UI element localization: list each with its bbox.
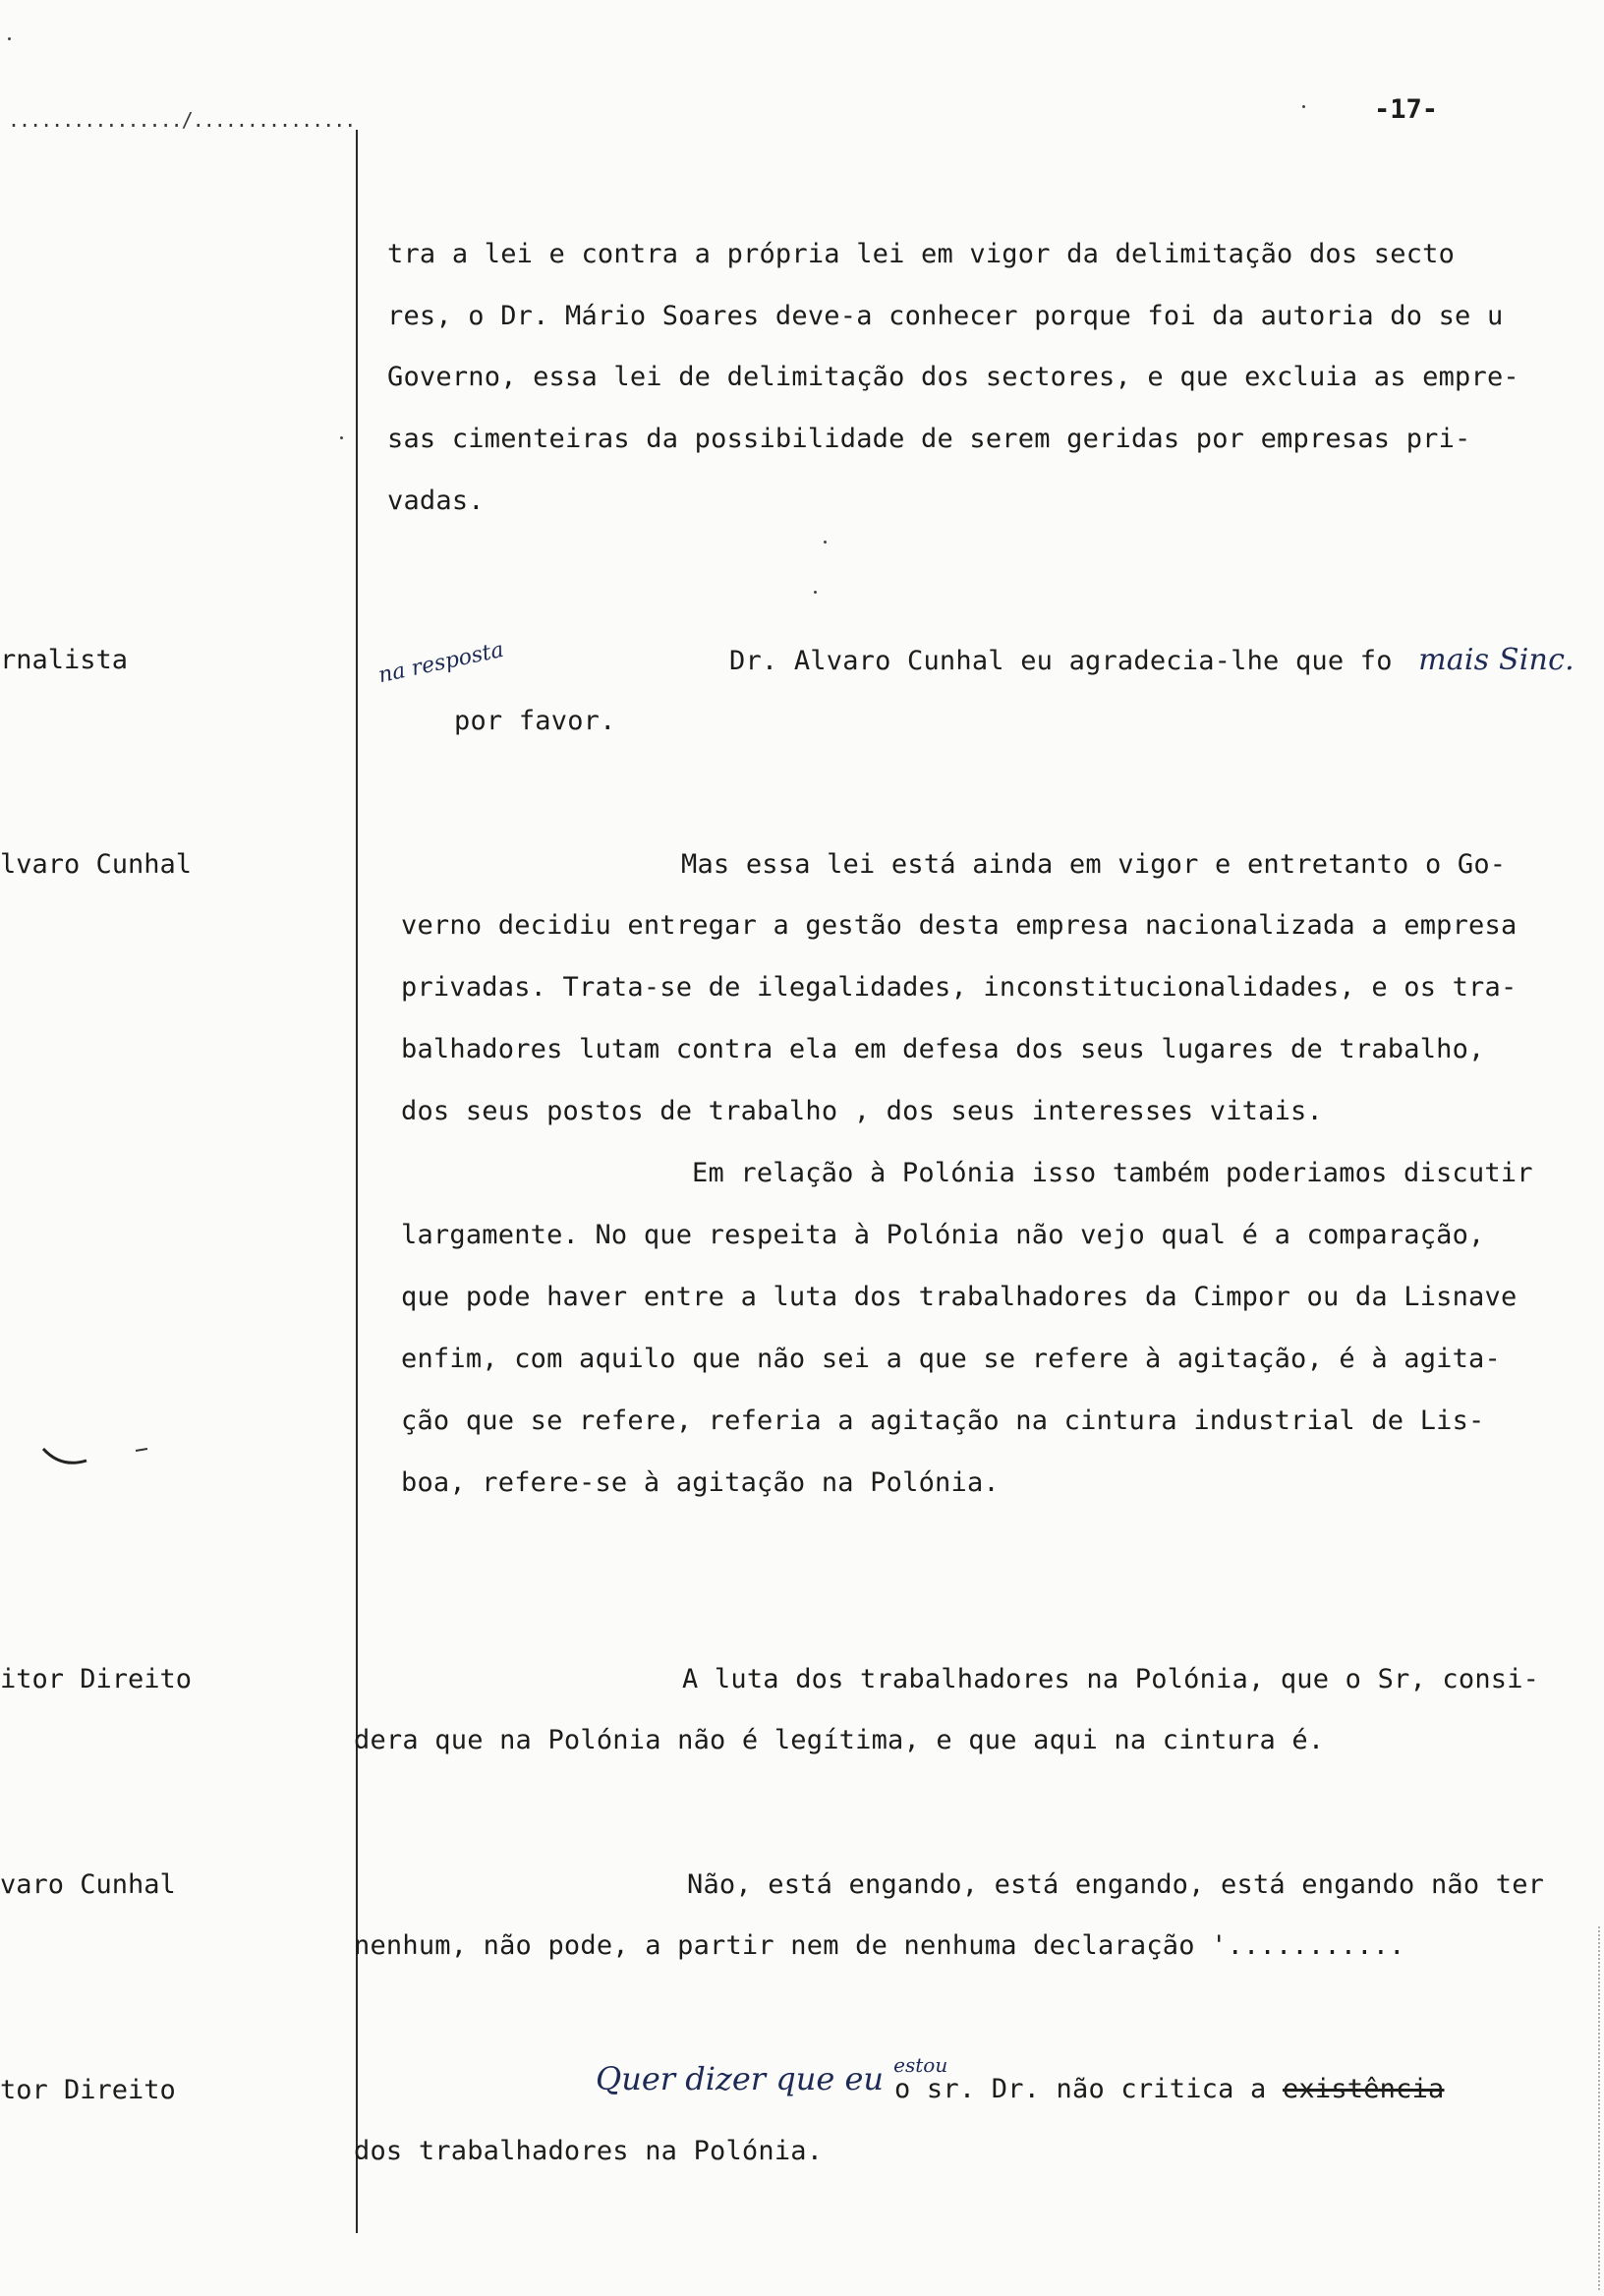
handwritten-margin-note: na resposta — [375, 637, 506, 689]
speaker-label-editor-direito-2: tor Direito — [0, 2075, 176, 2105]
speaker-label-jornalista: rnalista — [0, 645, 129, 675]
speaker-label-editor-direito: itor Direito — [0, 1664, 193, 1694]
scan-speck — [824, 541, 827, 544]
struck-out-word: existência — [1282, 2074, 1445, 2104]
scan-speck — [340, 436, 343, 439]
top-left-blank-line: ................/............... — [8, 108, 356, 132]
text-line: largamente. No que respeita à Polónia não vejo qual é a comparação, — [401, 1220, 1485, 1250]
text-line: que pode haver entre a luta dos trabalhadores da Cimpor ou da Lisnave — [401, 1282, 1518, 1312]
handwritten-text: Quer dizer que eu — [596, 2060, 884, 2097]
text-fragment: o sr. Dr. não critica a — [894, 2074, 1267, 2104]
right-edge-perforation — [1598, 1926, 1602, 2290]
text-line: privadas. Trata-se de ilegalidades, inconstitucionalidades, e os tra- — [401, 972, 1518, 1003]
text-line: Em relação à Polónia isso também poderiamos discutir — [692, 1158, 1533, 1188]
text-line: por favor. — [454, 706, 616, 736]
text-line: Governo, essa lei de delimitação dos sectores, e que excluia as empre- — [387, 362, 1519, 392]
text-line: sas cimenteiras da possibilidade de serem geridas por empresas pri- — [387, 424, 1471, 454]
scan-speck — [1302, 105, 1305, 108]
text-line: boa, refere-se à agitação na Polónia. — [401, 1467, 1000, 1498]
text-line: Não, está engando, está engando, está engando não ter — [687, 1869, 1545, 1900]
text-line: dera que na Polónia não é legítima, e que aqui na cintura é. — [354, 1725, 1325, 1755]
scan-speck — [8, 37, 11, 40]
text-line: A luta dos trabalhadores na Polónia, que o Sr, consi- — [682, 1664, 1540, 1694]
text-line — [729, 645, 1575, 677]
text-line: verno decidiu entregar a gestão desta empresa nacionalizada a empresa — [401, 910, 1518, 941]
text-line: vadas. — [387, 486, 485, 516]
margin-pen-mark — [37, 1443, 155, 1482]
text-line: Mas essa lei está ainda em vigor e entretanto o Go- — [681, 849, 1507, 880]
text-fragment: Dr. Alvaro Cunhal eu agradecia-lhe que fo — [729, 646, 1393, 676]
text-line: dos trabalhadores na Polónia. — [354, 2136, 824, 2166]
text-line: enfim, com aquilo que não sei a que se refere à agitação, é à agita- — [401, 1344, 1501, 1374]
text-line: balhadores lutam contra ela em defesa dos seus lugares de trabalho, — [401, 1034, 1485, 1064]
page-number: -17- — [1374, 94, 1439, 125]
scan-speck — [814, 591, 817, 594]
text-line: dos seus postos de trabalho , dos seus interesses vitais. — [401, 1096, 1323, 1126]
text-line: res, o Dr. Mário Soares deve-a conhecer porque foi da autoria do se u — [387, 301, 1504, 331]
margin-rule — [356, 130, 358, 2233]
speaker-label-alvaro-cunhal: lvaro Cunhal — [0, 849, 193, 880]
text-line — [894, 2074, 1445, 2105]
text-line: tra a lei e contra a própria lei em vigor da delimitação dos secto — [387, 239, 1456, 269]
speaker-label-alvaro-cunhal-2: varo Cunhal — [0, 1869, 176, 1900]
text-line: ção que se refere, referia a agitação na cintura industrial de Lis- — [401, 1406, 1485, 1436]
handwritten-insert: mais Sinc. — [1418, 643, 1575, 677]
text-line: nenhum, não pode, a partir nem de nenhuma declaração '........... — [354, 1930, 1405, 1961]
handwritten-superscript: estou — [893, 2053, 948, 2077]
